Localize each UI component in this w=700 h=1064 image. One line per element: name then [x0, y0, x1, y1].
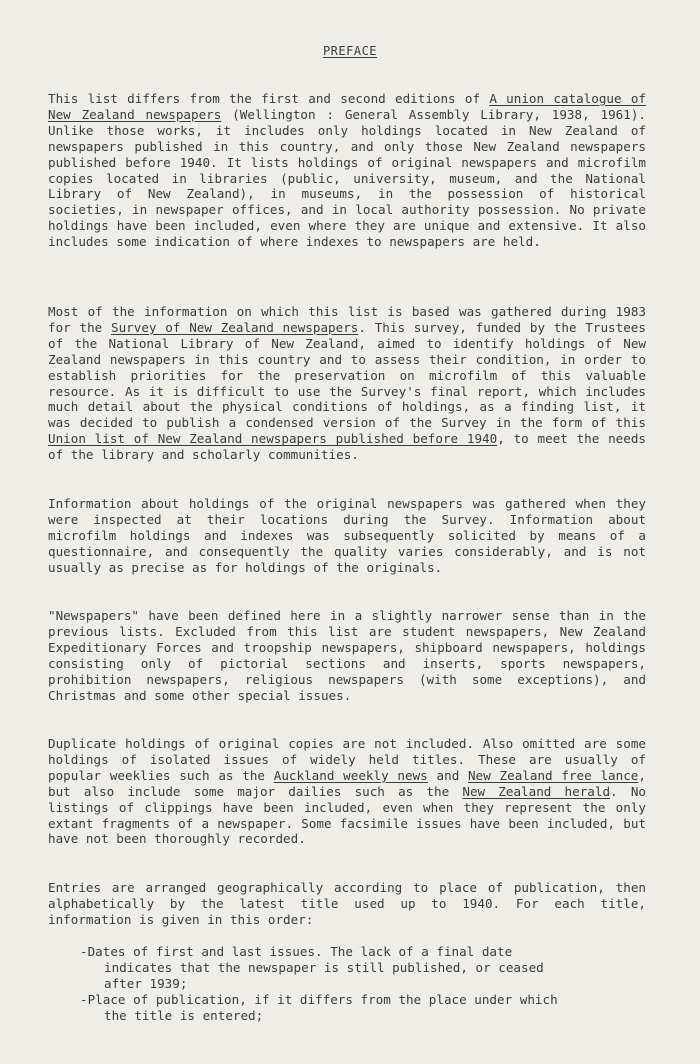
list-item: -Dates of first and last issues. The lack of a final date indicates that the newspaper is still published, or ceased after 1939; — [80, 944, 544, 991]
p1-text-2: (Wellington : General Assembly Library, 1938, 1961). Unlike those works, it includes only holdings located in New Zealand of newspapers published in this country, and only those New Zealand newspapers published before 1940. It lists holdings of original newspapers and microfilm copies located in libraries (public, university, museum, and the National Library of New Zealand), in museums, in the possession of historical societies, in newspaper offices, and in local authority possession. No private holdings have been included, even where they are unique and extensive. It also includes some indication of where indexes to newspapers are held. — [48, 106, 646, 250]
p5-text-3: , but also include some major dailies such as the — [48, 767, 646, 799]
p5-text-2: and — [427, 767, 469, 783]
p1-text-1: This list differs from the first and second editions of — [48, 91, 490, 106]
page-title-text: PREFACE — [322, 44, 378, 58]
list-item: -Place of publication, if it differs from the place under which the title is entered; — [80, 991, 558, 1023]
paragraph-duplicates — [48, 736, 646, 847]
paragraph-information — [48, 496, 646, 576]
p3-text: Information about holdings of the original newspapers was gathered when they were inspected at their locations during the Survey. Information about microfilm holdings and indexes was subsequently solicited by means of a questionnaire, and consequently the quality varies considerably, and is not usually as precise as for holdings of the originals. — [48, 496, 646, 575]
page-title — [0, 44, 700, 58]
title-reference-free-lance: New Zealand free lance — [468, 767, 639, 783]
p4-text: "Newspapers" have been defined here in a slightly narrower sense than in the previous lists. Excluded from this list are student newspapers, New Zealand Expeditionary Forces and troopship newspapers, shipboard newspapers, holdings consisting only of pictorial sections and inserts, sports newspapers, prohibition newspapers, religious newspapers (with some exceptions), and Christmas and some other special issues. — [48, 608, 646, 703]
p5-text-1: Duplicate holdings of original copies are not included. Also omitted are some holdings of isolated issues of widely held titles. These are usually of popular weeklies such as the — [48, 736, 646, 783]
title-reference-union-list: Union list of New Zealand newspapers published before 1940 — [48, 431, 498, 447]
title-reference-auckland-weekly: Auckland weekly news — [273, 767, 428, 783]
paragraph-scope — [48, 91, 646, 250]
p5-text-4: . No listings of clippings have been included, even when they represent the only extant fragments of a newspaper. Some facsimile issues have been included, but have not been thoroughly recorded. — [48, 783, 646, 847]
paragraph-arrangement — [48, 880, 646, 928]
title-reference-union-catalogue: A union catalogue of New Zealand newspapers — [48, 91, 646, 122]
p2-text-3: , to meet the needs of the library and scholarly communities. — [48, 431, 647, 463]
p2-text-1: Most of the information on which this list is based was gathered during 1983 for the — [48, 304, 646, 335]
paragraph-survey — [48, 304, 646, 463]
paragraph-newspapers-definition — [48, 608, 646, 703]
p6-text: Entries are arranged geographically according to place of publication, then alphabetically by the latest title used up to 1940. For each title, information is given in this order: — [48, 880, 646, 927]
title-reference-survey: Survey of New Zealand newspapers — [111, 319, 359, 335]
p2-text-2: . This survey, funded by the Trustees of the National Library of New Zealand, aimed to identify holdings of New Zealand newspapers in this country and to assess their condition, in order to establish priorities for the preservation on microfilm of this valuable resource. As it is difficult to use the Survey's final report, which includes much detail about the physical conditions of holdings, as a finding list, it was decided to publish a condensed version of the Survey in the form of this — [48, 319, 646, 431]
title-reference-nz-herald: New Zealand herald — [462, 783, 611, 799]
information-order-list — [80, 944, 570, 1024]
